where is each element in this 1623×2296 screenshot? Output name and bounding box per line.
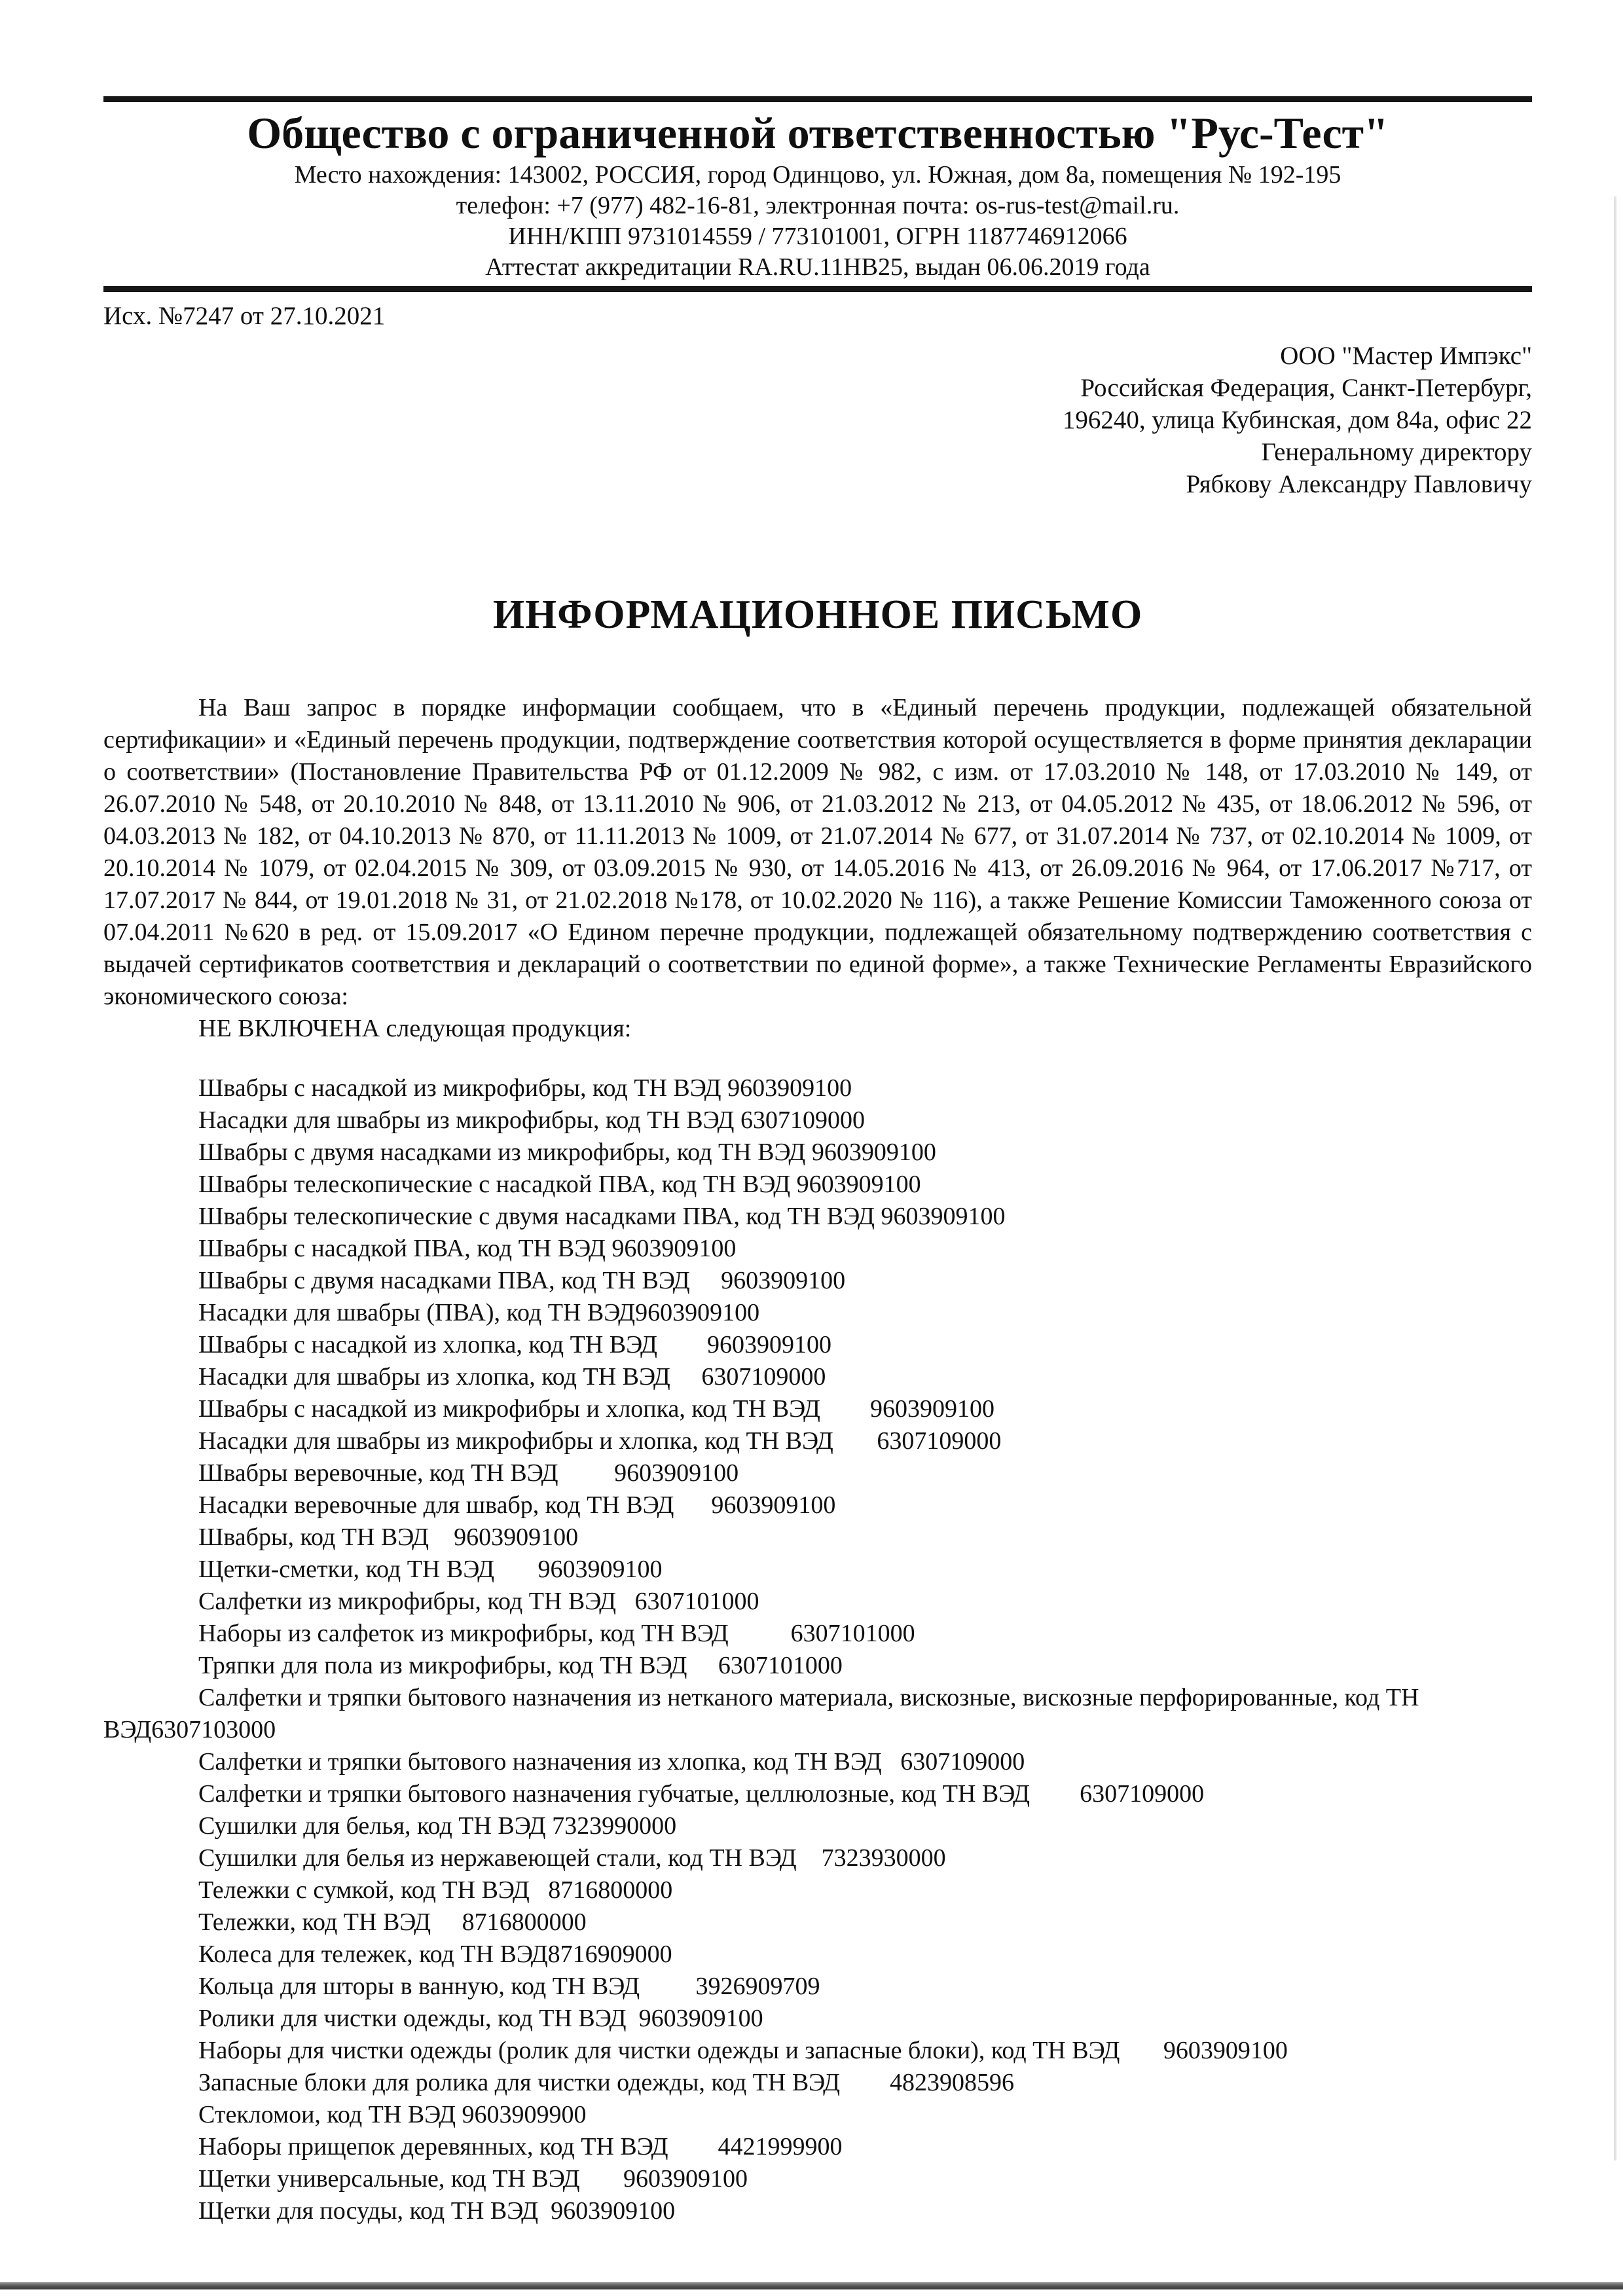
outgoing-reference: Исх. №7247 от 27.10.2021 — [103, 302, 386, 330]
product-item: Запасные блоки для ролика для чистки одежды, код ТН ВЭД 4823908596 — [198, 2069, 1014, 2096]
recipient-company: ООО "Мастер Импэкс" — [1280, 342, 1532, 370]
product-item: Салфетки из микрофибры, код ТН ВЭД 6307101000 — [198, 1588, 759, 1615]
product-item: Сушилки для белья, код ТН ВЭД 7323990000 — [198, 1812, 677, 1840]
product-item: Щетки для посуды, код ТН ВЭД 9603909100 — [198, 2197, 676, 2225]
product-item: Насадки для швабры (ПВА), код ТН ВЭД9603909100 — [198, 1299, 760, 1326]
product-item: Щетки универсальные, код ТН ВЭД 9603909100 — [198, 2165, 748, 2193]
recipient-person: Рябкову Александру Павловичу — [1186, 470, 1532, 498]
product-item: Швабры веревочные, код ТН ВЭД 9603909100 — [198, 1459, 739, 1487]
intro-paragraph: На Ваш запрос в порядке информации сообщаем, что в «Единый перечень продукции, подлежащей обязательной сертификации» и «Единый перечень продукции, подтверждение соответствия которой осуществляется в форме принятия декларации о соответствии» (Постановление Правительства РФ от 01.12.2009 № 982, с изм. от 17.03.2010 № 148, от 17.03.2010 № 149, от 26.07.2010 № 548, от 20.10.2010 № 848, от 13.11.2010 № 906, от 21.03.2012 № 213, от 04.05.2012 № 435, от 18.06.2012 № 596, от 04.03.2013 № 182, от 04.10.2013 № 870, от 11.11.2013 № 1009, от 21.07.2014 № 677, от 31.07.2014 № 737, от 02.10.2014 № 1009, от 20.10.2014 № 1079, от 02.04.2015 № 309, от 03.09.2015 № 930, от 14.05.2016 № 413, от 26.09.2016 № 964, от 17.06.2017 №717, от 17.07.2017 № 844, от 19.01.2018 № 31, от 21.02.2018 №178, от 10.02.2020 № 116), а также Решение Комиссии Таможенного союза от 07.04.2011 №620 в ред. от 15.09.2017 «О Едином перечне продукции, подлежащей обязательному подтверждению соответствия с выдачей сертификатов соответствия и деклараций о соответствии по единой форме», а также Технические Регламенты Евразийского экономического союза: — [103, 694, 1532, 1010]
header-rule-top — [103, 96, 1532, 102]
recipient-country-city: Российская Федерация, Санкт-Петербург, — [1080, 374, 1532, 402]
company-accreditation-line: Аттестат аккредитации RA.RU.11НВ25, выдан 06.06.2019 года — [485, 253, 1150, 281]
scan-edge-band — [0, 2282, 1623, 2289]
product-item: Сушилки для белья из нержавеющей стали, код ТН ВЭД 7323930000 — [198, 1844, 946, 1872]
product-item: Насадки для швабры из микрофибры, код ТН ВЭД 6307109000 — [198, 1106, 865, 1134]
product-item: Тележки с сумкой, код ТН ВЭД 8716800000 — [198, 1876, 673, 1904]
product-item: Салфетки и тряпки бытового назначения из нетканого материала, вискозные, вискозные перфорированные, код ТН ВЭД6307103000 — [103, 1684, 1425, 1743]
product-item: Ролики для чистки одежды, код ТН ВЭД 9603909100 — [198, 2005, 763, 2032]
list-gap — [103, 1045, 1532, 1072]
product-item: Швабры с насадкой из хлопка, код ТН ВЭД 9603909100 — [198, 1331, 831, 1358]
product-item: Швабры с насадкой из микрофибры, код ТН ВЭД 9603909100 — [198, 1074, 852, 1102]
product-item: Насадки веревочные для швабр, код ТН ВЭД 9603909100 — [198, 1491, 836, 1519]
letter-title: ИНФОРМАЦИОННОЕ ПИСЬМО — [492, 592, 1143, 637]
product-item: Швабры с насадкой из микрофибры и хлопка, код ТН ВЭД 9603909100 — [198, 1395, 994, 1423]
product-item: Стекломои, код ТН ВЭД 9603909900 — [198, 2101, 587, 2128]
product-item: Салфетки и тряпки бытового назначения губчатые, целлюлозные, код ТН ВЭД 6307109000 — [198, 1780, 1205, 1808]
product-item: Наборы из салфеток из микрофибры, код ТН ВЭД 6307101000 — [198, 1620, 915, 1647]
not-included-heading: НЕ ВКЛЮЧЕНА следующая продукция: — [198, 1015, 632, 1042]
product-item: Насадки для швабры из хлопка, код ТН ВЭД 6307109000 — [198, 1363, 826, 1391]
product-item: Насадки для швабры из микрофибры и хлопка, код ТН ВЭД 6307109000 — [198, 1427, 1002, 1455]
product-item: Швабры, код ТН ВЭД 9603909100 — [198, 1523, 579, 1551]
product-item: Швабры телескопические с двумя насадками ПВА, код ТН ВЭД 9603909100 — [198, 1203, 1006, 1230]
recipient-address: 196240, улица Кубинская, дом 84а, офис 22 — [1062, 406, 1532, 434]
company-registration-line: ИНН/КПП 9731014559 / 773101001, ОГРН 1187746912066 — [508, 223, 1127, 250]
product-item: Салфетки и тряпки бытового назначения из хлопка, код ТН ВЭД 6307109000 — [198, 1748, 1025, 1776]
recipient-block — [103, 340, 1532, 500]
product-item: Наборы для чистки одежды (ролик для чистки одежды и запасные блоки), код ТН ВЭД 9603909100 — [198, 2037, 1288, 2064]
scan-edge-streak — [1614, 196, 1616, 2160]
header-rule-bottom — [103, 286, 1532, 292]
recipient-position: Генеральному директору — [1261, 438, 1532, 466]
page-content — [0, 96, 1623, 2227]
product-item: Наборы прищепок деревянных, код ТН ВЭД 4421999900 — [198, 2133, 843, 2160]
company-name: Общество с ограниченной ответственностью "Рус-Тест" — [247, 108, 1389, 158]
product-item: Швабры с двумя насадками ПВА, код ТН ВЭД 9603909100 — [198, 1267, 846, 1294]
company-location-line: Место нахождения: 143002, РОССИЯ, город Одинцово, ул. Южная, дом 8а, помещения № 192-195 — [294, 161, 1341, 189]
product-list — [103, 1072, 1532, 2227]
product-item: Щетки-сметки, код ТН ВЭД 9603909100 — [198, 1556, 663, 1583]
product-item: Швабры телескопические с насадкой ПВА, код ТН ВЭД 9603909100 — [198, 1171, 921, 1198]
product-item: Кольца для шторы в ванную, код ТН ВЭД 3926909709 — [198, 1973, 820, 2000]
company-contact-line: телефон: +7 (977) 482-16-81, электронная почта: os-rus-test@mail.ru. — [456, 192, 1180, 219]
product-item: Тележки, код ТН ВЭД 8716800000 — [198, 1908, 587, 1936]
product-item: Швабры с насадкой ПВА, код ТН ВЭД 9603909100 — [198, 1235, 737, 1262]
product-item: Швабры с двумя насадками из микрофибры, код ТН ВЭД 9603909100 — [198, 1139, 936, 1166]
product-item: Колеса для тележек, код ТН ВЭД8716909000 — [198, 1941, 672, 1968]
product-item: Тряпки для пола из микрофибры, код ТН ВЭД 6307101000 — [198, 1652, 843, 1679]
